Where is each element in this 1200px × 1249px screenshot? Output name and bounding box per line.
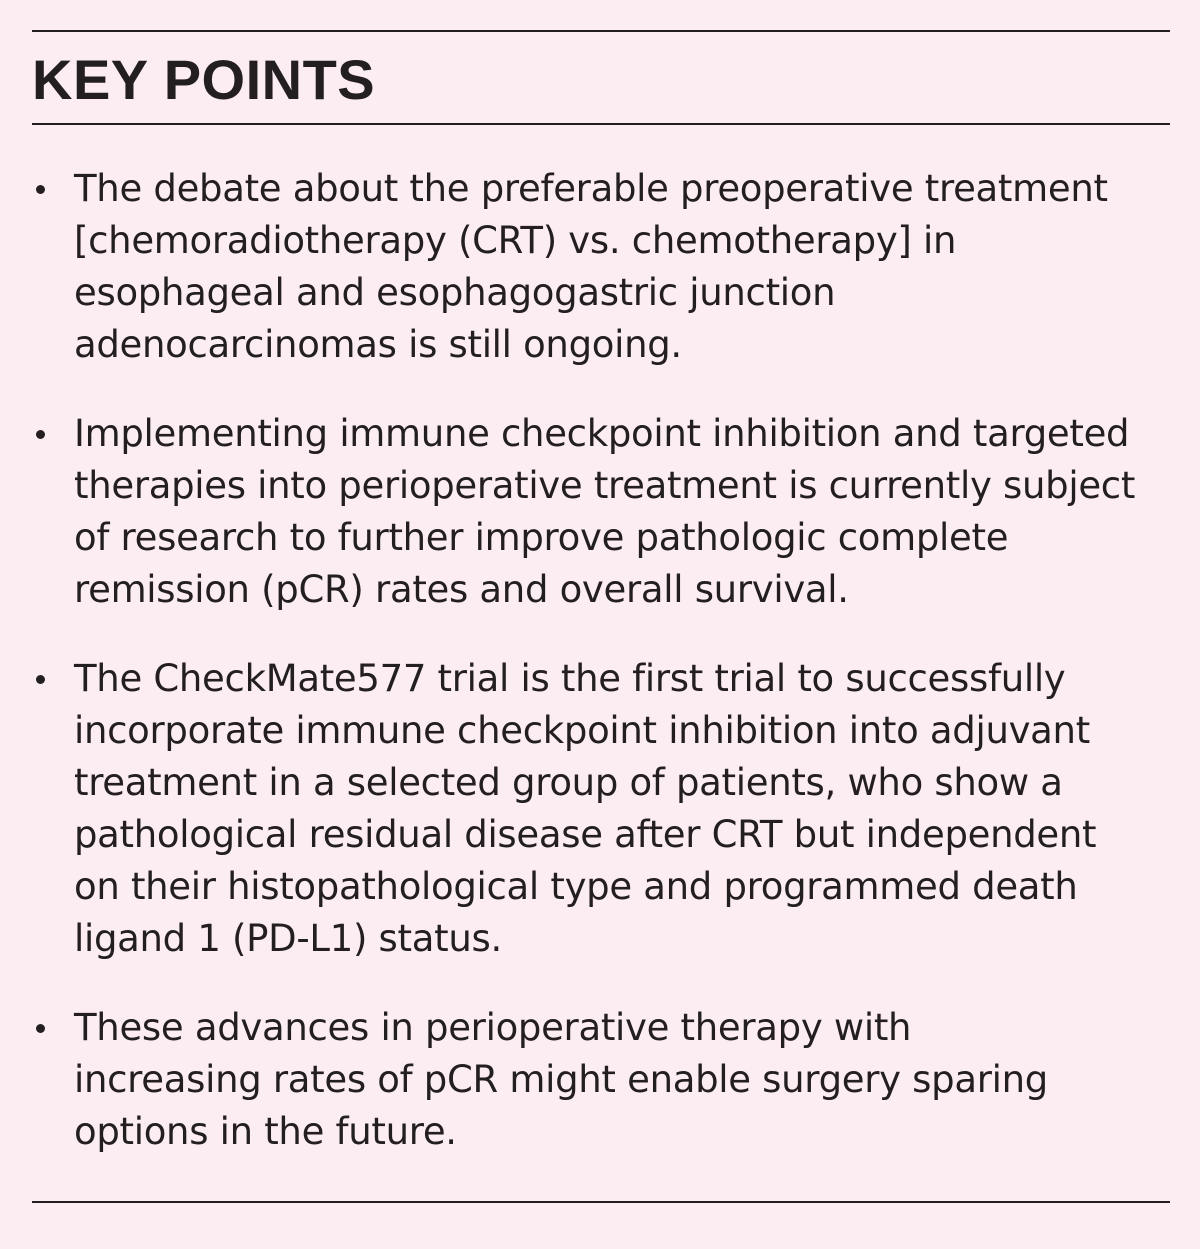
top-rule [32,30,1170,32]
key-point-1-text: The debate about the preferable preoperative treatment [chemoradiotherapy (CRT) vs. chemotherapy] in esophageal and esophagogastric junction adenocarcinomas is still ongoing. [74,167,1108,366]
bullet-icon [36,185,45,194]
bullet-icon [36,430,45,439]
key-point-4 [32,1002,1170,1158]
key-point-3 [32,653,1170,965]
key-points-box [32,30,1170,1202]
key-points-list [32,163,1170,1158]
bullet-icon [36,1024,45,1033]
bullet-icon [36,675,45,684]
key-points-heading: KEY POINTS [32,48,376,111]
heading-rule [32,123,1170,125]
key-point-2-text: Implementing immune checkpoint inhibition and targeted therapies into perioperative treatment is currently subject of research to further improve pathologic complete remission (pCR) rates and overall survival. [74,412,1136,611]
key-point-4-text: These advances in perioperative therapy with increasing rates of pCR might enable surgery sparing options in the future. [74,1006,1048,1153]
key-point-1 [32,163,1170,371]
bottom-rule [32,1201,1170,1203]
key-point-2 [32,408,1170,616]
key-point-3-text: The CheckMate577 trial is the first trial to successfully incorporate immune checkpoint inhibition into adjuvant treatment in a selected group of patients, who show a pathological residual disease after CRT but independent on their histopathological type and programmed death ligand 1 (PD-L1) status. [74,657,1097,960]
